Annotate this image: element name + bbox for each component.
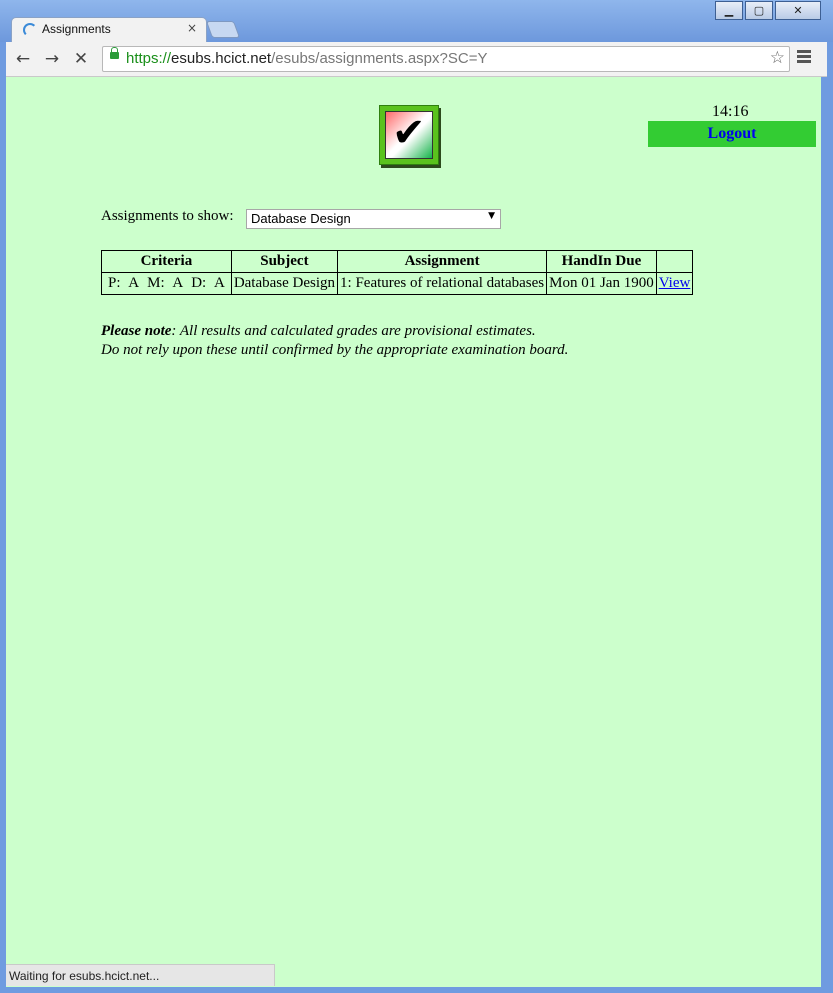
select-value: Database Design: [251, 211, 351, 226]
loading-spinner-icon: [23, 23, 37, 37]
assignment-cell: 1: Features of relational databases: [338, 273, 547, 295]
filter-label: Assignments to show:: [101, 208, 234, 224]
title-bar: [0, 0, 833, 42]
header-handin-due: HandIn Due: [547, 251, 657, 273]
dropdown-arrow-icon: ▼: [488, 211, 495, 221]
checkmark-logo-icon: ✔: [379, 105, 439, 165]
menu-icon[interactable]: [797, 50, 811, 65]
header-action: [656, 251, 693, 273]
clock: 14:16: [712, 103, 749, 120]
table-header-row: [102, 251, 693, 273]
close-window-icon[interactable]: ✕: [775, 1, 821, 20]
view-cell: [656, 273, 693, 295]
tab-title: Assignments: [42, 22, 111, 36]
page-content: [6, 77, 821, 987]
header-criteria: Criteria: [102, 251, 232, 273]
tab-close-icon[interactable]: ×: [186, 21, 197, 35]
stop-icon[interactable]: ✕: [73, 49, 89, 69]
url-text: https://esubs.hcict.net/esubs/assignments.aspx?SC=Y: [126, 50, 488, 67]
status-bar: Waiting for esubs.hcict.net...: [6, 964, 275, 986]
criteria-m: M: A: [147, 275, 184, 291]
window-controls: [713, 1, 821, 20]
new-tab-button[interactable]: [206, 21, 240, 38]
star-icon[interactable]: ☆: [769, 48, 785, 68]
provisional-note: [101, 322, 568, 360]
note-line2: Do not rely upon these until confirmed by the appropriate examination board.: [101, 342, 569, 358]
note-bold: Please note: [101, 323, 172, 339]
logout-button[interactable]: Logout: [648, 121, 816, 147]
criteria-d: D: A: [191, 275, 225, 291]
back-icon[interactable]: ←: [15, 49, 31, 69]
criteria-p: P: A: [108, 275, 140, 291]
assignments-select[interactable]: [246, 209, 501, 229]
note-line1: : All results and calculated grades are provisional estimates.: [171, 323, 536, 339]
assignments-table: [101, 250, 693, 295]
forward-icon[interactable]: →: [44, 49, 60, 69]
lock-icon: [110, 52, 119, 59]
due-cell: Mon 01 Jan 1900: [547, 273, 657, 295]
browser-toolbar: [6, 42, 827, 77]
maximize-icon[interactable]: ▢: [745, 1, 773, 20]
address-bar[interactable]: [102, 46, 790, 72]
minimize-icon[interactable]: ▁: [715, 1, 743, 20]
table-row: [102, 273, 693, 295]
browser-tab[interactable]: [11, 17, 207, 43]
subject-cell: Database Design: [231, 273, 337, 295]
criteria-cell: [102, 273, 232, 295]
view-link[interactable]: View: [658, 275, 691, 291]
header-subject: Subject: [231, 251, 337, 273]
header-assignment: Assignment: [338, 251, 547, 273]
